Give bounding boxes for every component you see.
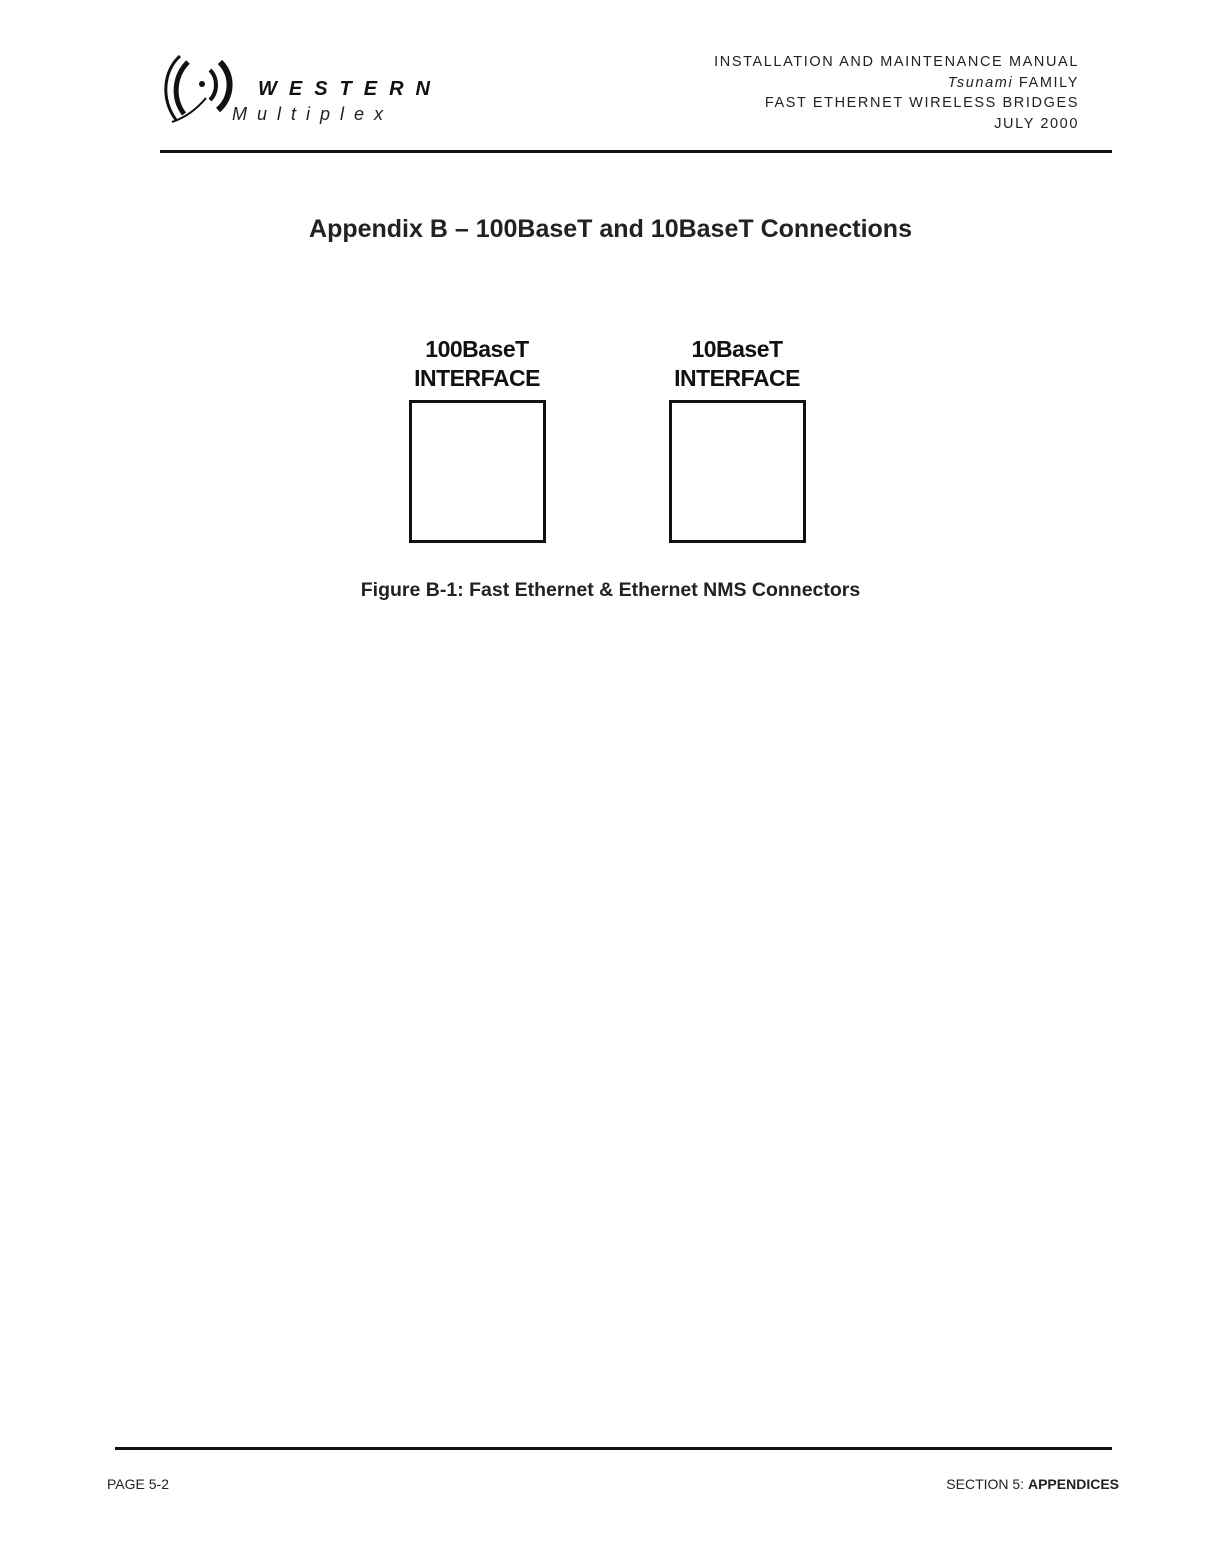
header-product-name: Tsunami xyxy=(947,74,1014,91)
port-label-line2: INTERFACE xyxy=(674,365,800,391)
port-label-line2: INTERFACE xyxy=(414,365,540,391)
rj45-connector-box xyxy=(409,400,546,543)
port-100baset xyxy=(377,335,577,543)
radio-wave-hand-logo-icon xyxy=(158,48,238,128)
logo-wordmark-multiplex: Multiplex xyxy=(232,104,394,124)
document-header xyxy=(714,52,1079,134)
header-product-line: FAST ETHERNET WIRELESS BRIDGES xyxy=(764,95,1079,111)
footer-section-prefix: SECTION 5: xyxy=(946,1476,1028,1492)
logo-wordmark-western: WESTERN xyxy=(258,78,442,100)
page-title: Appendix B – 100BaseT and 10BaseT Connections xyxy=(309,215,912,243)
footer-page-number: PAGE 5-2 xyxy=(107,1476,169,1492)
header-date: JULY 2000 xyxy=(994,115,1079,132)
header-product-family xyxy=(714,73,1079,94)
figure-caption: Figure B-1: Fast Ethernet & Ethernet NMS Connectors xyxy=(360,579,861,601)
header-manual-title: INSTALLATION AND MAINTENANCE MANUAL xyxy=(714,54,1079,70)
company-logo xyxy=(158,48,448,133)
footer-divider xyxy=(115,1447,1112,1450)
footer-section xyxy=(946,1476,1119,1492)
port-label-line1: 10BaseT xyxy=(691,336,783,362)
rj45-connector-box xyxy=(669,400,806,543)
port-label-line1: 100BaseT xyxy=(425,336,529,362)
header-divider xyxy=(160,150,1112,153)
header-family-label: FAMILY xyxy=(1013,74,1079,91)
port-10baset xyxy=(637,335,837,543)
footer-section-name: APPENDICES xyxy=(1027,1476,1119,1492)
